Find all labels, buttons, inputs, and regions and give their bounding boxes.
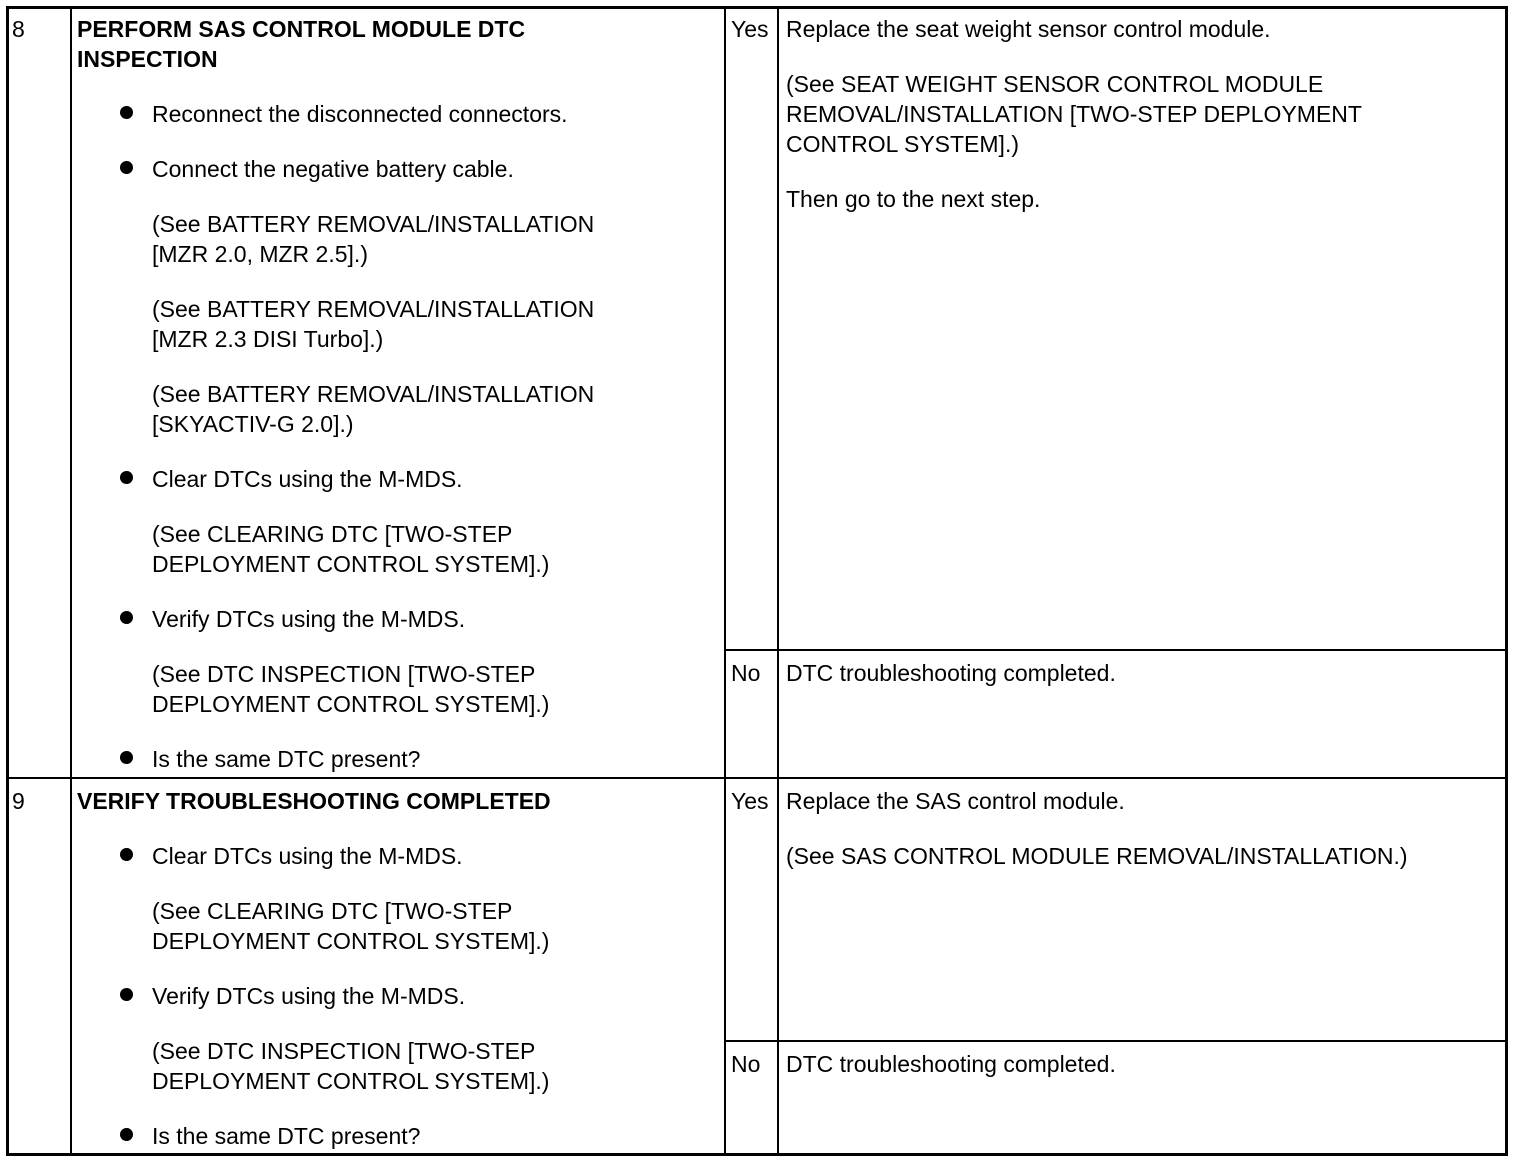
reference-text: (See DTC INSPECTION [TWO-STEP bbox=[152, 661, 536, 687]
step-title: PERFORM SAS CONTROL MODULE DTC bbox=[77, 16, 526, 42]
result-yes-label: Yes bbox=[731, 788, 769, 814]
step-title: VERIFY TROUBLESHOOTING COMPLETED bbox=[77, 788, 551, 814]
result-yes-action: Replace the seat weight sensor control module. bbox=[786, 16, 1271, 42]
reference-text: [SKYACTIV-G 2.0].) bbox=[152, 411, 354, 437]
step-number: 9 bbox=[12, 788, 25, 814]
result-yes-reference: (See SAS CONTROL MODULE REMOVAL/INSTALLATION.) bbox=[786, 843, 1408, 869]
bullet-icon bbox=[120, 751, 133, 764]
result-yes-next: Then go to the next step. bbox=[786, 186, 1041, 212]
result-yes-action: Replace the SAS control module. bbox=[786, 788, 1125, 814]
bullet-icon bbox=[120, 848, 133, 861]
bullet-icon bbox=[120, 1128, 133, 1141]
reference-text: [MZR 2.3 DISI Turbo].) bbox=[152, 326, 384, 352]
instruction-item: Reconnect the disconnected connectors. bbox=[152, 101, 568, 127]
reference-text: DEPLOYMENT CONTROL SYSTEM].) bbox=[152, 691, 550, 717]
bullet-icon bbox=[120, 471, 133, 484]
instruction-question: Is the same DTC present? bbox=[152, 746, 421, 772]
reference-text: (See BATTERY REMOVAL/INSTALLATION bbox=[152, 381, 595, 407]
reference-text: (See BATTERY REMOVAL/INSTALLATION bbox=[152, 211, 595, 237]
column-divider-action bbox=[724, 8, 726, 1154]
instruction-item: Verify DTCs using the M-MDS. bbox=[152, 606, 466, 632]
reference-text: (See BATTERY REMOVAL/INSTALLATION bbox=[152, 296, 595, 322]
result-yes-reference: CONTROL SYSTEM].) bbox=[786, 131, 1019, 157]
reference-text: (See CLEARING DTC [TWO-STEP bbox=[152, 898, 513, 924]
result-yes-reference: (See SEAT WEIGHT SENSOR CONTROL MODULE bbox=[786, 71, 1324, 97]
column-divider-result bbox=[777, 8, 779, 1154]
row-divider-step-8-9 bbox=[8, 777, 1506, 779]
result-yes-label: Yes bbox=[731, 16, 769, 42]
row-divider-step8-yes-no bbox=[724, 649, 1506, 651]
bullet-icon bbox=[120, 161, 133, 174]
instruction-item: Verify DTCs using the M-MDS. bbox=[152, 983, 466, 1009]
reference-text: DEPLOYMENT CONTROL SYSTEM].) bbox=[152, 551, 550, 577]
instruction-item: Clear DTCs using the M-MDS. bbox=[152, 843, 463, 869]
reference-text: DEPLOYMENT CONTROL SYSTEM].) bbox=[152, 1068, 550, 1094]
bullet-icon bbox=[120, 611, 133, 624]
reference-text: DEPLOYMENT CONTROL SYSTEM].) bbox=[152, 928, 550, 954]
bullet-icon bbox=[120, 106, 133, 119]
step-title-cont: INSPECTION bbox=[77, 46, 218, 72]
result-no-label: No bbox=[731, 660, 761, 686]
reference-text: [MZR 2.0, MZR 2.5].) bbox=[152, 241, 368, 267]
column-divider-step bbox=[70, 8, 72, 1154]
reference-text: (See DTC INSPECTION [TWO-STEP bbox=[152, 1038, 536, 1064]
bullet-icon bbox=[120, 988, 133, 1001]
result-no-label: No bbox=[731, 1051, 761, 1077]
reference-text: (See CLEARING DTC [TWO-STEP bbox=[152, 521, 513, 547]
result-yes-reference: REMOVAL/INSTALLATION [TWO-STEP DEPLOYMENT bbox=[786, 101, 1362, 127]
result-no-action: DTC troubleshooting completed. bbox=[786, 1051, 1116, 1077]
instruction-item: Clear DTCs using the M-MDS. bbox=[152, 466, 463, 492]
result-no-action: DTC troubleshooting completed. bbox=[786, 660, 1116, 686]
instruction-item: Connect the negative battery cable. bbox=[152, 156, 514, 182]
instruction-question: Is the same DTC present? bbox=[152, 1123, 421, 1149]
row-divider-step9-yes-no bbox=[724, 1040, 1506, 1042]
step-number: 8 bbox=[12, 16, 25, 42]
